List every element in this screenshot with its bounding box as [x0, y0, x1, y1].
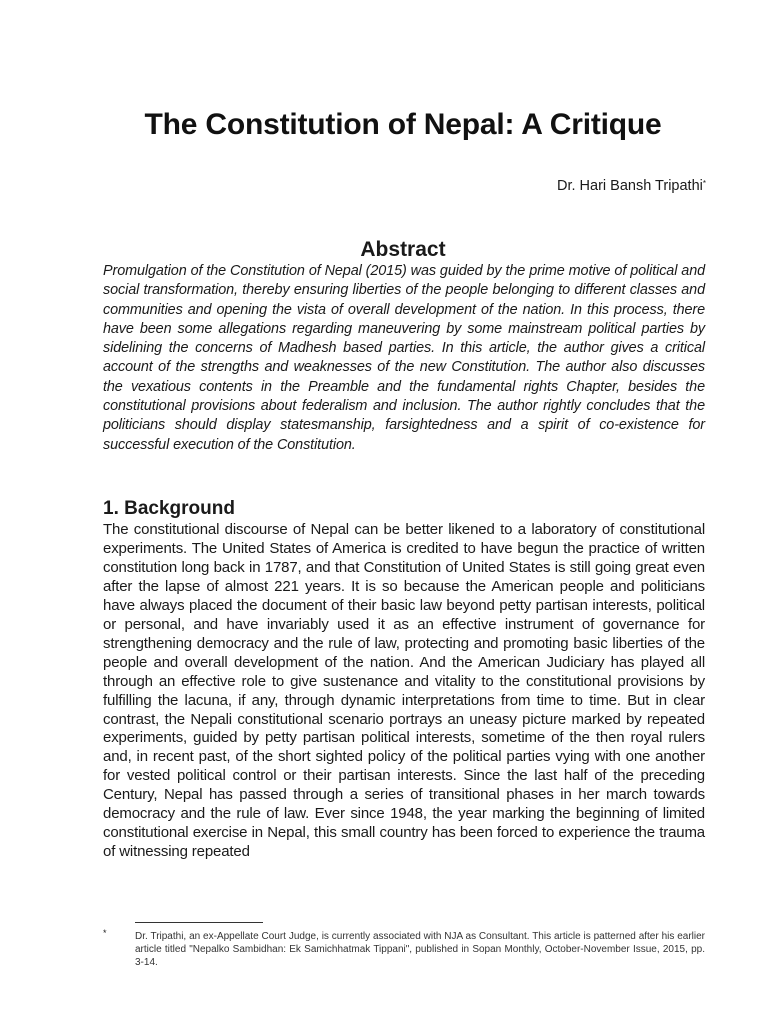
abstract-text: Promulgation of the Constitution of Nepal (2015) was guided by the prime motive of political and social transformation, thereby ensuring liberties of the people belonging to different classes and communities and opening the vista of overall development of the nation. In this process, there have been some allegations regarding maneuvering by some mainstream political parties by sidelining the concerns of Madhesh based parties. In this article, the author gives a critical account of the strengths and weaknesses of the new Constitution. The author also discusses the vexatious contents in the Preamble and the fundamental rights Chapter, besides the constitutional provisions about federalism and inclusion. The author rightly concludes that the politicians should display statesmanship, farsightedness and a spirit of co-existence for successful execution of the Constitution. — [103, 263, 705, 453]
footnote-marker: * — [103, 928, 107, 938]
author-footnote-marker: * — [702, 179, 706, 188]
abstract-heading: Abstract — [360, 238, 446, 261]
section-heading-background: 1. Background — [103, 498, 235, 519]
paper-title: The Constitution of Nepal: A Critique — [144, 108, 662, 141]
footnote-text: Dr. Tripathi, an ex-Appellate Court Judge, is currently associated with NJA as Consultant. This article is patterned after his earlier article titled "Nepalko Sambidhan: Ek Samichhatmak Tippani", published in Sopan Monthly, October-November Issue, 2015, pp. 3-14. — [135, 931, 705, 968]
author-name: Dr. Hari Bansh Tripathi — [557, 178, 703, 194]
author-line — [557, 178, 706, 194]
section-text-background: The constitutional discourse of Nepal can be better likened to a laboratory of constitutional experiments. The United States of America is credited to have begun the practice of written constitution long back in 1787, and that Constitution of United States is still going great even after the lapse of almost 221 years. It is so because the American people and politicians have always placed the document of their basic law beyond petty partisan interests, political or personal, and have invariably used it as an effective instrument of governance for strengthening democracy and the rule of law, protecting and promoting basic liberties of the people and overall development of the nation. And the American Judiciary has played all through an effective role to give sustenance and vitality to the constitutional provisions by fulfilling the lacuna, if any, through dynamic interpretations from time to time. But in clear contrast, the Nepali constitutional scenario portrays an uneasy picture marked by repeated experiments, guided by petty partisan political interests, sometime of the then royal rulers and, in recent past, of the short sighted policy of the political parties vying with one another for vested political control or their partisan interests. Since the last half of the preceding Century, Nepal has passed through a series of transitional phases in her march towards democracy and the rule of law. Ever since 1948, the year marking the beginning of limited constitutional exercise in Nepal, this small country has been forced to experience the trauma of witnessing repeated — [103, 521, 705, 861]
footnote-divider — [135, 922, 263, 923]
